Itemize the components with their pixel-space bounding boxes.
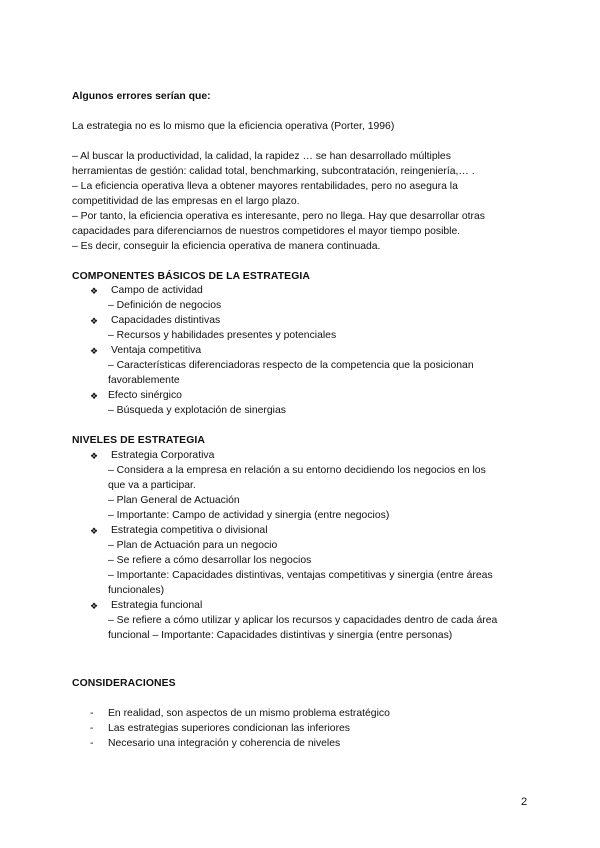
componentes-heading: COMPONENTES BÁSICOS DE LA ESTRATEGIA [72, 271, 310, 282]
diamond-bullet-icon: ❖ [90, 286, 99, 296]
nivel-sub: funcional – Importante: Capacidades distintivas y sinergia (entre personas) [108, 630, 453, 641]
componente-sub: – Búsqueda y explotación de sinergias [108, 405, 286, 416]
consideracion-item: En realidad, son aspectos de un mismo problema estratégico [108, 708, 390, 719]
diamond-bullet-icon: ❖ [90, 526, 99, 536]
dash-bullet: - [90, 723, 94, 734]
componente-sub: – Características diferenciadoras respecto de la competencia que la posicionan [108, 360, 474, 371]
intro-statement: La estrategia no es lo mismo que la eficiencia operativa (Porter, 1996) [72, 121, 395, 132]
dash-bullet: - [90, 708, 94, 719]
dash-bullet: - [90, 738, 94, 749]
consideracion-item: Necesario una integración y coherencia de niveles [108, 738, 341, 749]
diamond-bullet-icon: ❖ [90, 451, 99, 461]
nivel-label: Estrategia competitiva o divisional [111, 525, 268, 536]
diamond-bullet-icon: ❖ [90, 601, 99, 611]
nivel-label: Estrategia funcional [111, 600, 203, 611]
nivel-sub: – Considera a la empresa en relación a su entorno decidiendo los negocios en los [108, 465, 486, 476]
componente-sub: – Definición de negocios [108, 300, 222, 311]
diamond-bullet-icon: ❖ [90, 346, 99, 356]
componente-sub: – Recursos y habilidades presentes y potenciales [108, 330, 337, 341]
diamond-bullet-icon: ❖ [90, 316, 99, 326]
intro-line: – Por tanto, la eficiencia operativa es interesante, pero no llega. Hay que desarrollar otras [72, 211, 485, 222]
componente-label: Ventaja competitiva [111, 345, 202, 356]
nivel-sub: – Plan General de Actuación [108, 495, 240, 506]
nivel-sub: funcionales) [108, 585, 165, 596]
componente-sub: favorablemente [108, 375, 180, 386]
diamond-bullet-icon: ❖ [90, 391, 99, 401]
componente-label: Capacidades distintivas [111, 315, 221, 326]
nivel-sub: – Importante: Capacidades distintivas, ventajas competitivas y sinergia (entre áreas [108, 570, 493, 581]
consideraciones-heading: CONSIDERACIONES [72, 678, 176, 689]
intro-line: – Al buscar la productividad, la calidad, la rapidez … se han desarrollado múltiples [72, 151, 451, 162]
intro-line: – La eficiencia operativa lleva a obtener mayores rentabilidades, pero no asegura la [72, 181, 458, 192]
consideracion-item: Las estrategias superiores condicionan las inferiores [108, 723, 351, 734]
componente-label: Campo de actividad [111, 285, 203, 296]
niveles-heading: NIVELES DE ESTRATEGIA [72, 435, 205, 446]
nivel-sub: – Se refiere a cómo utilizar y aplicar los recursos y capacidades dentro de cada área [108, 615, 498, 626]
nivel-sub: que va a participar. [108, 480, 196, 491]
nivel-label: Estrategia Corporativa [111, 450, 215, 461]
intro-line: capacidades para diferenciarnos de nuestros competidores el mayor tiempo posible. [72, 226, 461, 237]
intro-line: – Es decir, conseguir la eficiencia operativa de manera continuada. [72, 241, 381, 252]
nivel-sub: – Se refiere a cómo desarrollar los negocios [108, 555, 312, 566]
intro-title: Algunos errores serían que: [72, 91, 211, 102]
componente-label: Efecto sinérgico [108, 390, 182, 401]
nivel-sub: – Importante: Campo de actividad y sinergia (entre negocios) [108, 510, 390, 521]
nivel-sub: – Plan de Actuación para un negocio [108, 540, 278, 551]
page-number: 2 [521, 796, 528, 808]
intro-line: herramientas de gestión: calidad total, benchmarking, subcontratación, reingeniería,… . [72, 166, 475, 177]
intro-line: competitividad de las empresas en el largo plazo. [72, 196, 300, 207]
